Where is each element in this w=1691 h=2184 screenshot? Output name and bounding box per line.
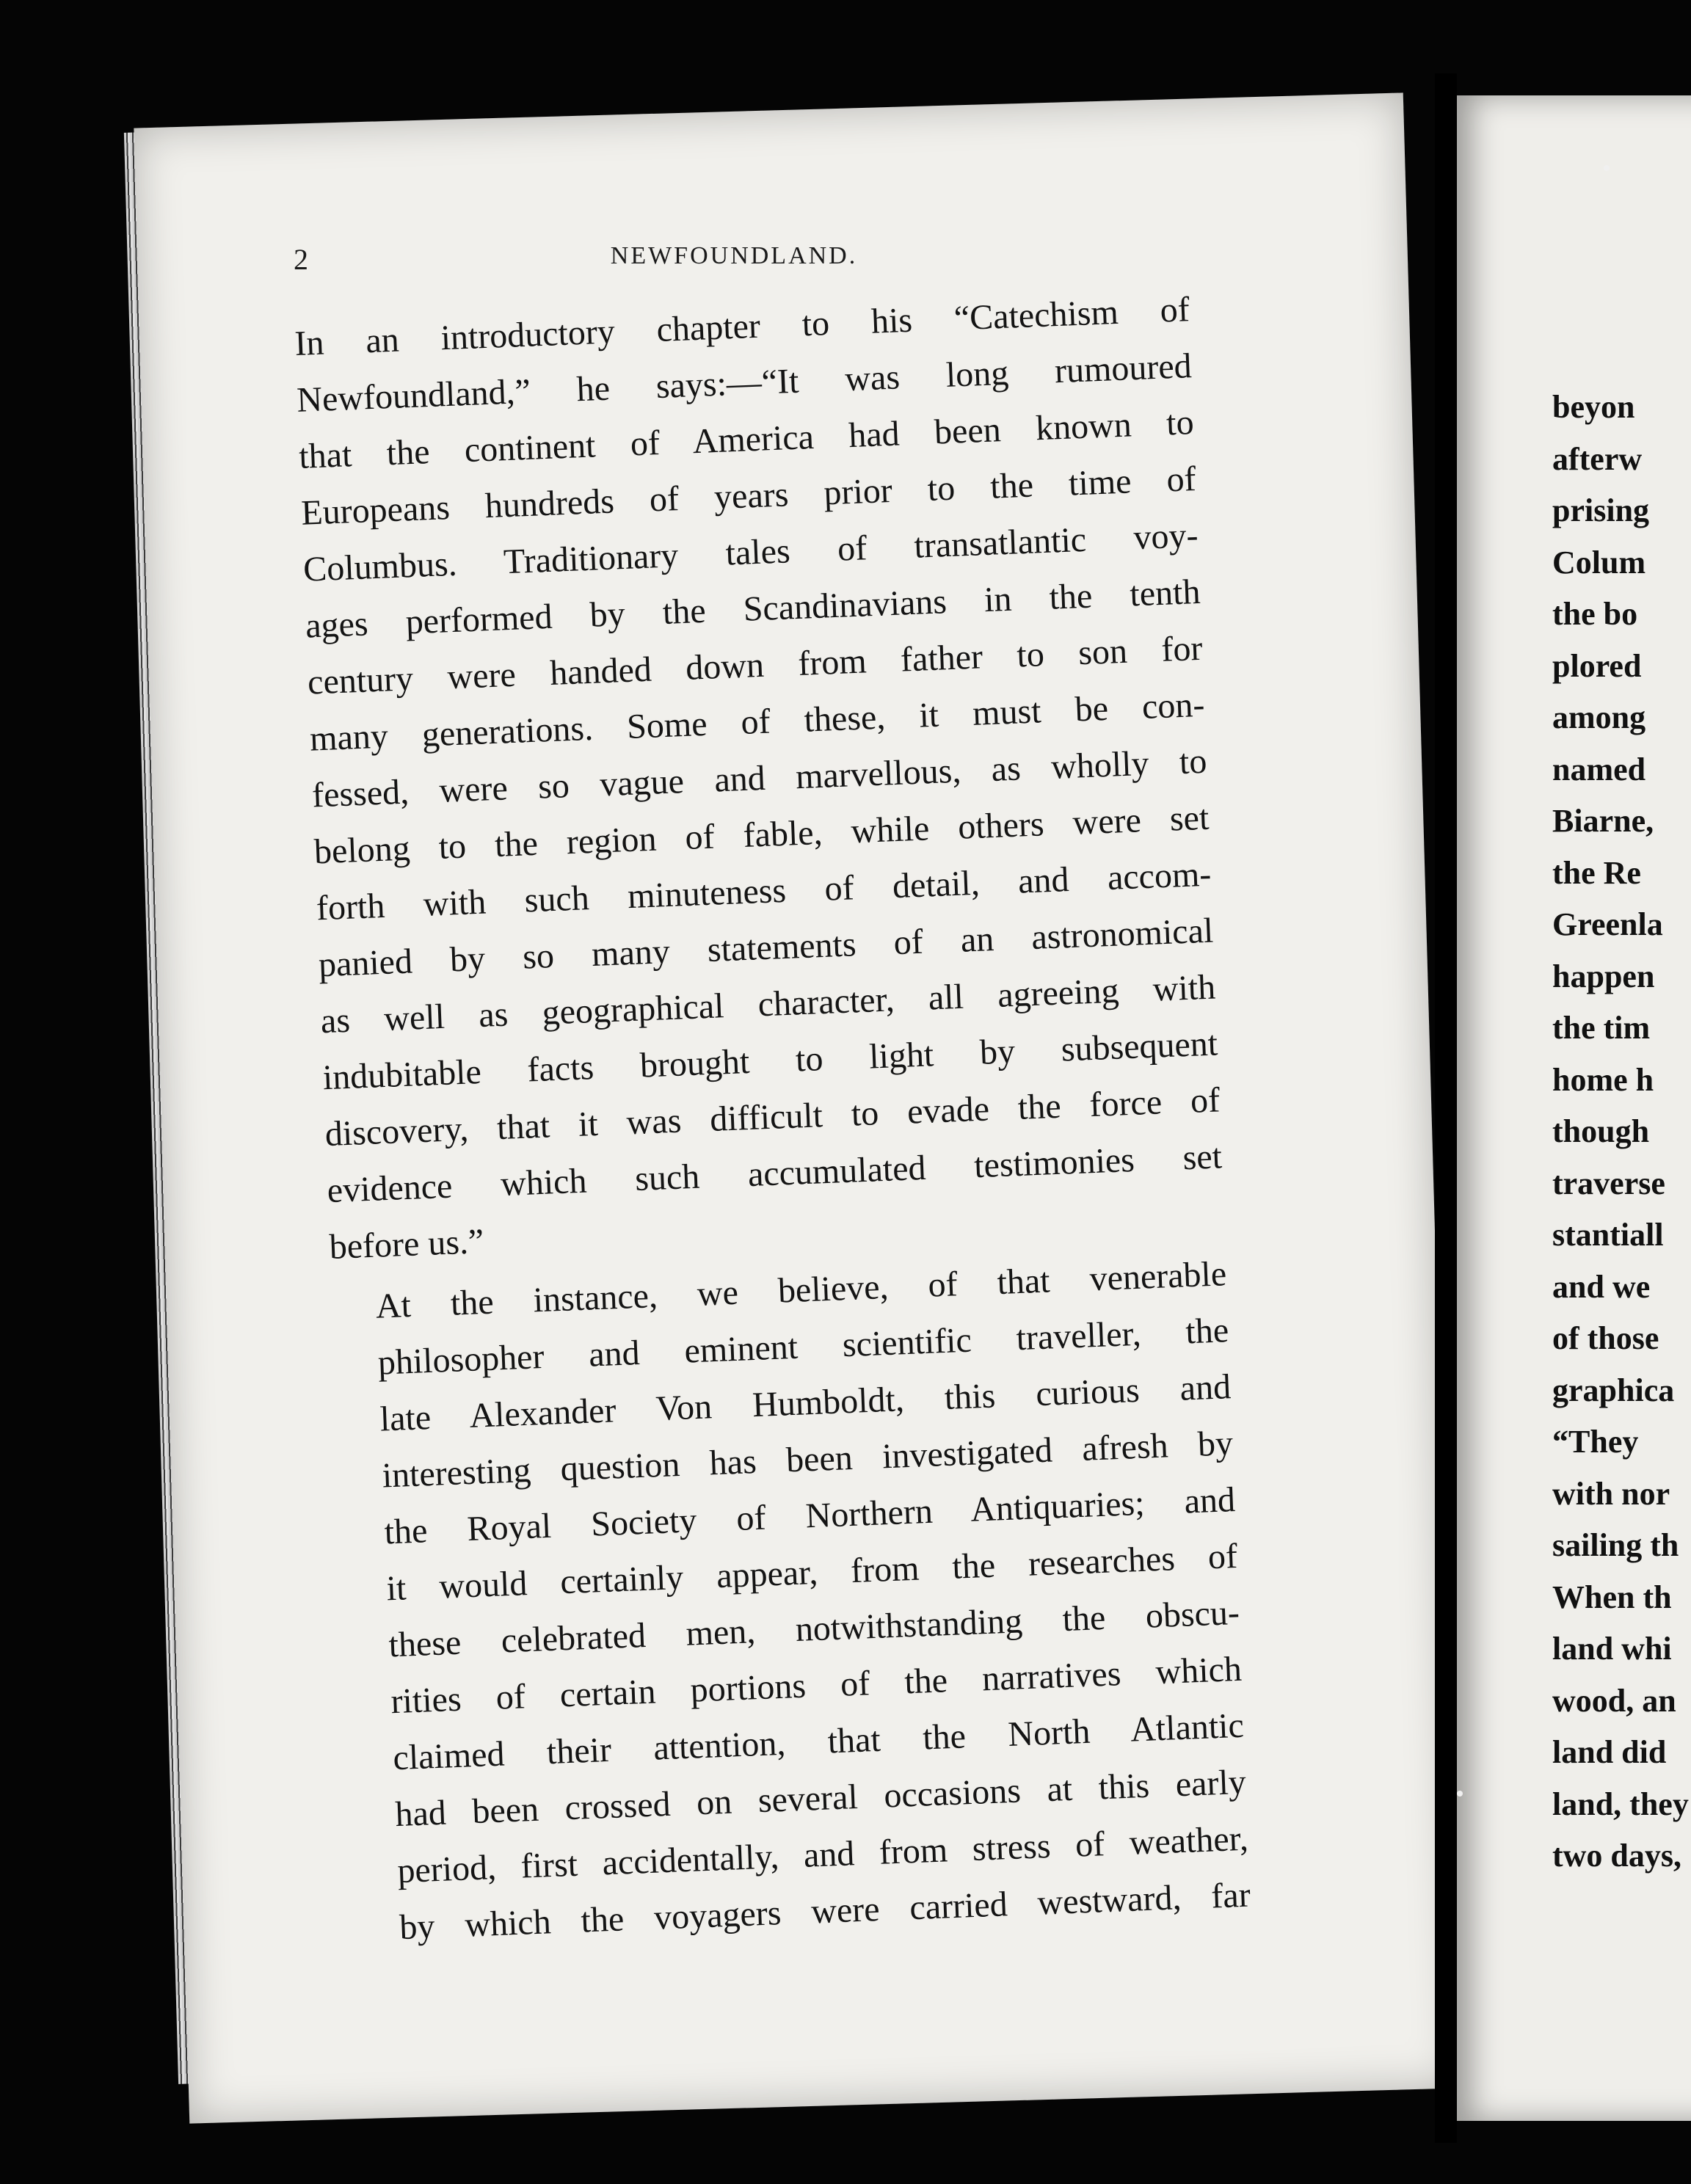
text-line: it would certainly appear, from the researches of (385, 1536, 1238, 1609)
text-fragment: though (1552, 1113, 1650, 1149)
text-line: Europeans hundreds of years prior to the time of (300, 459, 1197, 533)
text-line: as well as geographical character, all agreeing with (319, 967, 1217, 1041)
text-line: discovery, that it was difficult to evade the force of (324, 1080, 1221, 1154)
paragraph (294, 281, 1225, 1275)
text-line: Columbus. Traditionary tales of transatlantic voy- (302, 515, 1199, 589)
scan-speck (1457, 1791, 1463, 1797)
text-fragment: the Re (1552, 854, 1641, 891)
text-line: ages performed by the Scandinavians in the tenth (305, 572, 1201, 646)
text-fragment: land did (1552, 1734, 1667, 1770)
text-line: evidence which such accumulated testimonies set (326, 1137, 1223, 1211)
text-fragment: home h (1552, 1061, 1654, 1098)
text-line: period, first accidentally, and from stress of weather, (396, 1819, 1249, 1891)
text-fragment: among (1552, 699, 1646, 735)
text-line: many generations. Some of these, it must be con- (309, 685, 1206, 759)
paragraph (330, 1245, 1251, 1957)
scan-speck (1604, 165, 1610, 171)
text-fragment: graphica (1552, 1372, 1675, 1408)
text-fragment: sailing th (1552, 1527, 1679, 1563)
text-line: century were handed down from father to son for (307, 628, 1204, 702)
text-fragment: happen (1552, 958, 1655, 994)
text-fragment: two days, (1552, 1838, 1682, 1874)
book-gutter (1435, 73, 1457, 2143)
text-line: panied by so many statements of an astronomical (317, 911, 1215, 985)
text-fragment: land whi (1552, 1631, 1672, 1667)
text-fragment: the bo (1552, 596, 1638, 632)
text-line: philosopher and eminent scientific traveller, the (377, 1311, 1230, 1383)
text-line: the Royal Society of Northern Antiquaries; and (383, 1479, 1236, 1552)
text-line: At the instance, we believe, of that venerable (374, 1254, 1228, 1326)
running-head: NEWFOUNDLAND. (610, 242, 858, 269)
text-fragment: beyon (1552, 389, 1635, 425)
text-fragment: the tim (1552, 1010, 1651, 1046)
text-line: by which the voyagers were carried westward, far (399, 1875, 1251, 1948)
text-line: belong to the region of fable, while others were set (313, 798, 1210, 872)
text-fragment: and we (1552, 1268, 1651, 1305)
text-fragment: When th (1552, 1579, 1672, 1615)
text-fragment: afterw (1552, 440, 1643, 477)
text-line: Newfoundland,” he says:—“It was long rumoured (296, 346, 1193, 420)
text-fragment: named (1552, 751, 1646, 787)
text-line: In an introductory chapter to his “Catechism of (294, 290, 1190, 363)
text-fragment: Colum (1552, 544, 1646, 580)
page-number: 2 (294, 243, 308, 276)
right-page-text-fragments (1552, 382, 1691, 1882)
text-line: before us.” (328, 1222, 485, 1267)
text-line: late Alexander Von Humboldt, this curious and (379, 1367, 1232, 1439)
text-line: these celebrated men, notwithstanding the obscu- (388, 1592, 1240, 1665)
text-line: claimed their attention, that the North Atlantic (392, 1706, 1245, 1778)
text-line: forth with such minuteness of detail, and accom- (316, 854, 1212, 928)
text-fragment: land, they (1552, 1786, 1689, 1822)
text-fragment: wood, an (1552, 1682, 1676, 1719)
text-fragment: Greenla (1552, 906, 1663, 942)
text-fragment: stantiall (1552, 1217, 1664, 1253)
text-line: indubitable facts brought to light by subsequent (321, 1024, 1219, 1098)
text-line: rities of certain portions of the narratives which (390, 1649, 1243, 1722)
text-fragment: “They (1552, 1424, 1639, 1460)
left-page-body-text (294, 281, 1251, 1957)
text-line: fessed, were so vague and marvellous, as wholly to (311, 741, 1208, 815)
text-fragment: traverse (1552, 1165, 1665, 1201)
text-fragment: with nor (1552, 1475, 1670, 1512)
text-fragment: prising (1552, 492, 1650, 528)
text-line: that the continent of America had been known to (298, 403, 1195, 476)
text-line: interesting question has been investigated afresh by (381, 1424, 1234, 1496)
text-fragment: plored (1552, 647, 1642, 684)
text-line: had been crossed on several occasions at this early (394, 1762, 1247, 1835)
text-fragment: Biarne, (1552, 803, 1654, 839)
text-fragment: of those (1552, 1320, 1659, 1356)
